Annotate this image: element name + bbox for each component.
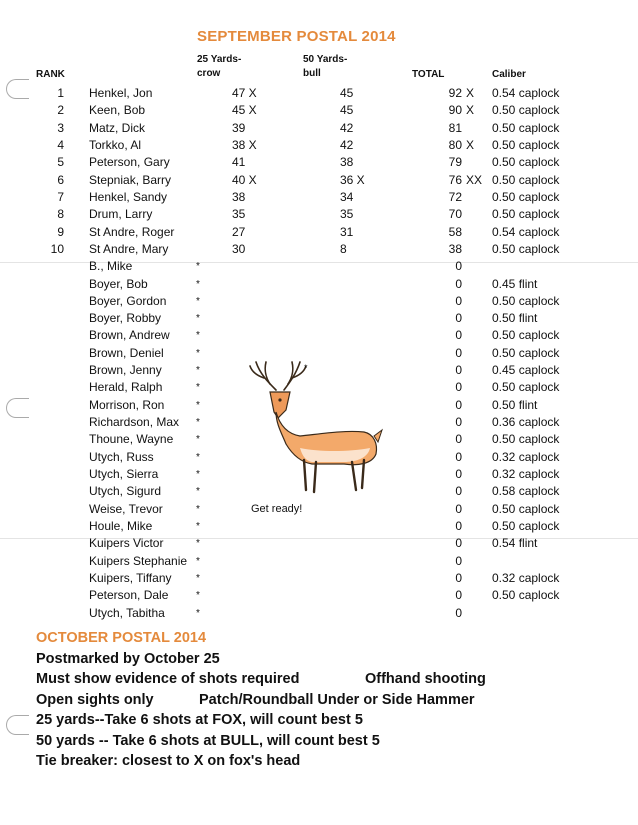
name-cell: Boyer, Bob — [89, 276, 148, 291]
caliber-cell: 0.58 caplock — [492, 484, 560, 499]
rank-cell: 9 — [57, 224, 64, 239]
caliber-cell: 0.50 caplock — [492, 172, 560, 187]
score-50-cell: 35 — [340, 207, 354, 222]
name-cell: Houle, Mike — [89, 519, 153, 533]
caliber-cell: 0.50 caplock — [492, 120, 560, 135]
header-caliber: Caliber — [492, 69, 526, 80]
total-x-count: X — [466, 103, 475, 118]
sights-text: Open sights only — [36, 692, 154, 708]
total-cell: 70 — [448, 207, 462, 222]
rank-cell: 3 — [57, 120, 64, 135]
total-cell: 58 — [448, 224, 462, 239]
rank-cell: 5 — [57, 155, 64, 170]
total-cell: 0 — [455, 536, 462, 551]
table-row — [0, 102, 638, 119]
caliber-cell: 0.54 flint — [492, 536, 538, 551]
table-row — [0, 327, 638, 344]
october-line-tie-breaker: Tie breaker: closest to X on fox's head — [36, 753, 301, 769]
october-line-evidence — [36, 671, 596, 691]
caliber-cell: 0.50 caplock — [492, 207, 560, 222]
total-cell: 0 — [455, 293, 462, 308]
name-cell: St Andre, Roger — [89, 224, 175, 239]
score-25-cell: 35 — [232, 207, 246, 222]
patch-text: Patch/Roundball Under or Side Hammer — [199, 692, 475, 708]
table-row — [0, 570, 638, 587]
total-cell: 0 — [455, 415, 462, 430]
absent-mark: * — [196, 521, 200, 532]
absent-mark: * — [196, 278, 200, 290]
deer-asterisk: * — [304, 363, 308, 373]
binder-hole — [6, 715, 29, 735]
header-25-yards — [197, 53, 241, 81]
score-50-cell: 42 — [340, 120, 354, 135]
name-cell: Brown, Jenny — [89, 363, 162, 378]
score-25-cell: 27 — [232, 224, 246, 239]
name-cell: Herald, Ralph — [89, 380, 163, 395]
total-cell: 0 — [455, 553, 462, 568]
table-row — [0, 224, 638, 241]
name-cell: Weise, Trevor — [89, 501, 163, 516]
caliber-cell: 0.50 caplock — [492, 241, 560, 256]
table-row — [0, 587, 638, 604]
caliber-cell: 0.32 caplock — [492, 449, 560, 464]
table-row — [0, 535, 638, 552]
name-cell: Kuipers Victor — [89, 536, 164, 551]
header-total: TOTAL — [412, 69, 445, 80]
name-cell: Kuipers, Tiffany — [89, 570, 172, 585]
table-row — [0, 501, 638, 518]
name-cell: Utych, Russ — [89, 449, 154, 464]
caliber-cell: 0.45 flint — [492, 276, 538, 291]
score-50-cell: 8 — [340, 241, 347, 256]
header-50-yards — [303, 53, 347, 81]
score-25-cell: 30 — [232, 241, 246, 256]
absent-mark: * — [196, 261, 200, 273]
table-row — [0, 85, 638, 102]
caliber-cell: 0.50 caplock — [492, 501, 560, 516]
name-cell: Richardson, Max — [89, 415, 180, 430]
name-cell: B., Mike — [89, 259, 133, 274]
total-cell: 0 — [455, 501, 462, 516]
total-cell: 0 — [455, 605, 462, 620]
total-cell: 0 — [455, 397, 462, 412]
score-25-cell: 39 — [232, 120, 246, 135]
caliber-cell: 0.32 caplock — [492, 570, 560, 585]
score-50-cell: 38 — [340, 155, 354, 170]
caliber-cell: 0.50 caplock — [492, 519, 560, 533]
score-25-cell: 38 X — [232, 137, 257, 152]
caliber-cell: 0.50 caplock — [492, 189, 560, 204]
name-cell: Torkko, Al — [89, 137, 142, 152]
total-cell: 0 — [455, 588, 462, 603]
absent-mark: * — [196, 382, 200, 394]
absent-mark: * — [196, 555, 200, 567]
october-line-sights — [36, 692, 596, 712]
caliber-cell: 0.50 caplock — [492, 328, 560, 343]
total-cell: 0 — [455, 363, 462, 378]
total-cell: 76 — [448, 172, 462, 187]
caliber-cell: 0.50 caplock — [492, 588, 560, 603]
page-title: SEPTEMBER POSTAL 2014 — [197, 28, 396, 45]
header-25-yards-line1: 25 Yards- — [197, 54, 242, 65]
score-50-cell: 42 — [340, 137, 354, 152]
score-50-cell: 31 — [340, 224, 354, 239]
table-row — [0, 189, 638, 206]
name-cell: Brown, Deniel — [89, 345, 164, 360]
name-cell: Utych, Tabitha — [89, 605, 165, 620]
score-25-cell: 40 X — [232, 172, 257, 187]
absent-mark: * — [196, 434, 200, 446]
total-cell: 0 — [455, 259, 462, 274]
header-50-yards-line2: bull — [303, 68, 321, 79]
evidence-text: Must show evidence of shots required — [36, 671, 300, 687]
table-row — [0, 553, 638, 570]
name-cell: Henkel, Sandy — [89, 189, 168, 204]
rank-cell: 1 — [57, 86, 64, 100]
total-cell: 38 — [448, 241, 462, 256]
rank-cell: 7 — [57, 189, 64, 204]
score-50-cell: 34 — [340, 189, 354, 204]
table-row — [0, 120, 638, 137]
score-50-cell: 45 — [340, 86, 354, 100]
total-cell: 90 — [448, 103, 462, 118]
total-cell: 0 — [455, 311, 462, 326]
total-cell: 0 — [455, 519, 462, 533]
name-cell: Matz, Dick — [89, 120, 146, 135]
name-cell: Brown, Andrew — [89, 328, 170, 343]
total-cell: 0 — [455, 276, 462, 291]
name-cell: Morrison, Ron — [89, 397, 165, 412]
absent-mark: * — [196, 572, 200, 584]
score-25-cell: 38 — [232, 189, 246, 204]
name-cell: Utych, Sierra — [89, 467, 159, 482]
absent-mark: * — [196, 295, 200, 307]
total-cell: 79 — [448, 155, 462, 170]
caliber-cell: 0.54 caplock — [492, 224, 560, 239]
october-title: OCTOBER POSTAL 2014 — [36, 630, 207, 646]
absent-mark: * — [196, 330, 200, 342]
table-row — [0, 518, 638, 535]
deer-illustration — [240, 356, 390, 496]
total-cell: 0 — [455, 449, 462, 464]
name-cell: Drum, Larry — [89, 207, 153, 222]
name-cell: Thoune, Wayne — [89, 432, 174, 447]
name-cell: Utych, Sigurd — [89, 484, 162, 499]
total-cell: 80 — [448, 137, 462, 152]
total-cell: 0 — [455, 328, 462, 343]
offhand-text: Offhand shooting — [365, 671, 486, 687]
absent-mark: * — [196, 365, 200, 377]
caliber-cell: 0.32 caplock — [492, 467, 560, 482]
absent-mark: * — [196, 417, 200, 429]
total-cell: 0 — [455, 380, 462, 395]
absent-mark: * — [196, 451, 200, 463]
absent-mark: * — [196, 399, 200, 411]
header-25-yards-line2: crow — [197, 68, 221, 79]
name-cell: St Andre, Mary — [89, 241, 169, 256]
caliber-cell: 0.50 caplock — [492, 137, 560, 152]
score-50-cell: 36 X — [340, 172, 365, 187]
table-row — [0, 258, 638, 275]
rank-cell: 4 — [57, 137, 64, 152]
total-cell: 72 — [448, 189, 462, 204]
table-row — [0, 206, 638, 223]
name-cell: Peterson, Dale — [89, 588, 169, 603]
score-25-cell: 41 — [232, 155, 246, 170]
absent-mark: * — [196, 503, 200, 515]
header-rank: RANK — [36, 69, 65, 80]
absent-mark: * — [196, 347, 200, 359]
name-cell: Keen, Bob — [89, 103, 146, 118]
total-cell: 0 — [455, 467, 462, 482]
name-cell: Boyer, Robby — [89, 311, 162, 326]
name-cell: Stepniak, Barry — [89, 172, 172, 187]
total-cell: 0 — [455, 345, 462, 360]
caliber-cell: 0.50 caplock — [492, 432, 560, 447]
absent-mark: * — [196, 313, 200, 325]
absent-mark: * — [196, 607, 200, 619]
total-x-count: X — [466, 137, 475, 152]
score-50-cell: 45 — [340, 103, 354, 118]
table-row — [0, 137, 638, 154]
caliber-cell: 0.50 caplock — [492, 345, 560, 360]
get-ready-caption: Get ready! — [251, 503, 303, 515]
absent-mark: * — [196, 590, 200, 602]
name-cell: Henkel, Jon — [89, 86, 153, 100]
total-cell: 0 — [455, 432, 462, 447]
rank-cell: 6 — [57, 172, 64, 187]
caliber-cell: 0.50 caplock — [492, 380, 560, 395]
name-cell: Kuipers Stephanie — [89, 553, 188, 568]
october-line-25-yards: 25 yards--Take 6 shots at FOX, will count best 5 — [36, 712, 363, 728]
caliber-cell: 0.50 flint — [492, 311, 538, 326]
total-x-count: XX — [466, 172, 483, 187]
absent-mark: * — [196, 538, 200, 550]
caliber-cell: 0.50 flint — [492, 397, 538, 412]
caliber-cell: 0.54 caplock — [492, 86, 560, 100]
total-x-count: X — [466, 86, 475, 100]
total-cell: 81 — [448, 120, 462, 135]
name-cell: Peterson, Gary — [89, 155, 170, 170]
table-row — [0, 276, 638, 293]
caliber-cell: 0.36 caplock — [492, 415, 560, 430]
table-row — [0, 605, 638, 622]
header-50-yards-line1: 50 Yards- — [303, 54, 348, 65]
table-row — [0, 154, 638, 171]
october-line-50-yards: 50 yards -- Take 6 shots at BULL, will count best 5 — [36, 733, 380, 749]
rank-cell: 8 — [57, 207, 64, 222]
october-line-postmark: Postmarked by October 25 — [36, 651, 220, 667]
score-25-cell: 45 X — [232, 103, 257, 118]
name-cell: Boyer, Gordon — [89, 293, 167, 308]
rank-cell: 2 — [57, 103, 64, 118]
score-25-cell: 47 X — [232, 86, 257, 100]
absent-mark: * — [196, 469, 200, 481]
table-row — [0, 172, 638, 189]
caliber-cell: 0.45 caplock — [492, 363, 560, 378]
caliber-cell: 0.50 caplock — [492, 155, 560, 170]
caliber-cell: 0.50 caplock — [492, 103, 560, 118]
table-row — [0, 293, 638, 310]
total-cell: 0 — [455, 484, 462, 499]
absent-mark: * — [196, 486, 200, 498]
table-row — [0, 310, 638, 327]
table-row — [0, 241, 638, 258]
caliber-cell: 0.50 caplock — [492, 293, 560, 308]
total-cell: 92 — [448, 86, 462, 100]
total-cell: 0 — [455, 570, 462, 585]
rank-cell: 10 — [50, 241, 64, 256]
